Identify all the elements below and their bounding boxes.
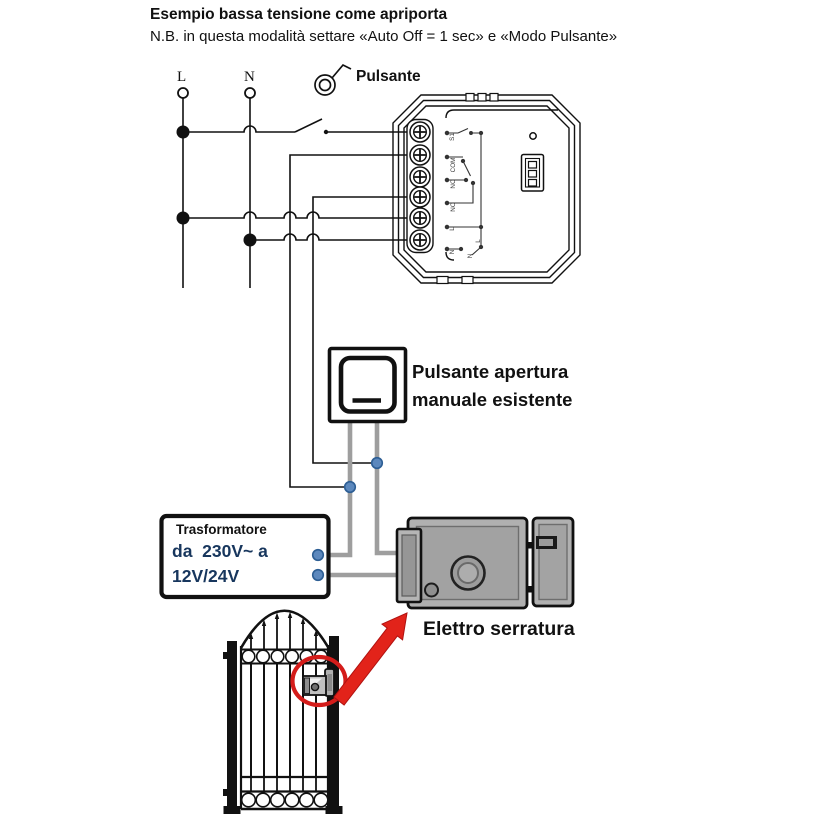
lock-strike-slot-inner — [539, 539, 553, 546]
module-tab-top-3 — [490, 94, 498, 102]
page-title: Esempio bassa tensione come apriporta — [150, 6, 448, 23]
connector-pin-1 — [529, 162, 537, 169]
electric-lock — [397, 518, 573, 608]
manual-button-label-line2: manuale esistente — [412, 389, 573, 410]
junction-dot-live-bottom — [177, 212, 190, 225]
node — [461, 159, 464, 162]
node — [459, 247, 462, 250]
mini-lock-strike-inner — [328, 674, 333, 691]
print-label-nc: NC — [450, 179, 457, 189]
electric-lock-label: Elettro serratura — [423, 618, 575, 640]
lock-screw-dot — [425, 584, 438, 597]
push-button-label: Pulsante — [356, 68, 421, 85]
print-label-n2: N — [467, 253, 474, 259]
manual-button-label-line1: Pulsante apertura — [412, 361, 569, 382]
node — [471, 181, 474, 184]
print-label-s1: S1 — [449, 133, 456, 141]
connector-pin-2 — [529, 171, 537, 178]
red-arrow — [334, 613, 407, 705]
push-button-lever — [332, 65, 351, 78]
terminal-block — [407, 120, 433, 253]
junction-dot-live-top — [177, 126, 190, 139]
screw-terminal-no — [410, 187, 430, 207]
module-tab-bottom-2 — [462, 277, 473, 284]
print-label-n: N — [449, 249, 456, 255]
gate-bottom-grid-bars — [251, 777, 316, 792]
node — [479, 131, 482, 134]
module-tab-top-1 — [466, 94, 474, 102]
transformer-terminal-2 — [313, 570, 324, 581]
push-button-inner-ring — [320, 80, 331, 91]
gate-post-left — [227, 641, 237, 809]
gate-arch — [241, 611, 328, 648]
transformer-name: Trasformatore — [176, 522, 267, 537]
junction-com-to-button — [345, 482, 356, 493]
neutral-terminal-circle — [245, 88, 255, 98]
live-label: L — [177, 69, 187, 85]
manual-button-label — [412, 358, 572, 414]
node — [470, 132, 473, 135]
screw-terminal-s1 — [410, 122, 430, 142]
gate-bottom-circles — [242, 793, 328, 807]
low-voltage-wires — [318, 423, 405, 575]
manual-button-icon — [330, 349, 406, 422]
junction-no-to-button — [372, 458, 383, 469]
lock-strike-bevel — [539, 525, 567, 600]
lock-face-plate-bevel — [402, 535, 416, 596]
gate-hinge-top — [223, 652, 228, 659]
node — [464, 178, 467, 181]
transformer-voltage-from: da 230V~ a — [172, 541, 268, 561]
screw-terminal-n — [410, 230, 430, 250]
wire-n-terminal — [250, 234, 411, 240]
junction-dot-neutral — [244, 234, 257, 247]
gate — [223, 611, 343, 814]
module-tab-top-2 — [478, 94, 486, 102]
wire-l-terminal — [183, 212, 411, 218]
gate-mini-lock — [303, 669, 334, 696]
switch-contact-dot — [324, 130, 328, 134]
transformer-terminal-1 — [313, 550, 324, 561]
connector-pin-3 — [529, 180, 537, 187]
supply-lines — [178, 88, 255, 288]
status-led — [530, 133, 536, 139]
lock-cylinder-inner — [458, 563, 478, 583]
gate-spear-bars — [249, 612, 318, 649]
module-tab-bottom-1 — [437, 277, 448, 284]
live-terminal-circle — [178, 88, 188, 98]
print-label-l2: L — [475, 239, 482, 243]
gate-post-left-foot — [224, 806, 241, 814]
print-label-no: NO — [450, 202, 457, 212]
print-label-l: L — [449, 227, 456, 231]
transformer-voltage-to: 12V/24V — [172, 566, 240, 586]
wire-live-to-switch — [183, 126, 295, 132]
mini-lock-plate — [305, 678, 310, 694]
screw-terminal-l — [410, 208, 430, 228]
manual-button-inner — [341, 358, 395, 412]
neutral-label: N — [244, 69, 255, 85]
push-button-icon — [315, 65, 351, 95]
screw-terminal-com — [410, 145, 430, 165]
page-note: N.B. in questa modalità settare «Auto Off = 1 sec» e «Modo Pulsante» — [150, 28, 618, 45]
mini-lock-knob — [311, 683, 318, 690]
screw-terminal-nc — [410, 167, 430, 187]
switch-blade — [295, 119, 322, 132]
gate-hinge-bottom — [223, 789, 228, 796]
print-label-com: COM — [450, 157, 457, 173]
